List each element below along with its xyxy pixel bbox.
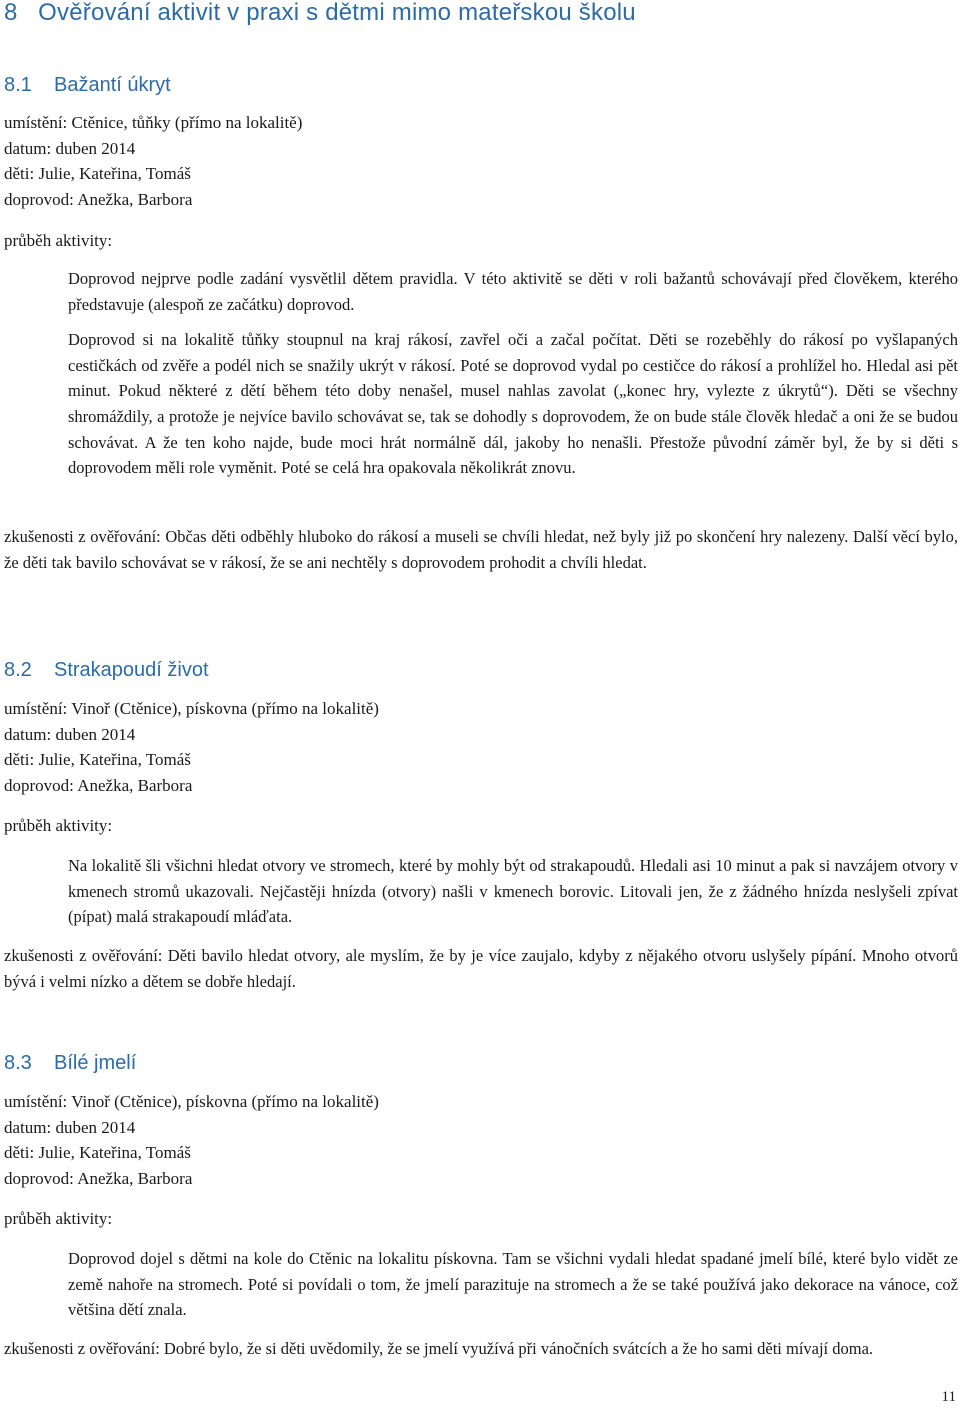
date-line: datum: duben 2014 [4,138,136,158]
activity-paragraph: Na lokalitě šli všichni hledat otvory ve stromech, které by mohly být od strakapoudů. Hledali asi 10 minut a pak si navzájem otvory v kmenech stromů ukazovali. Nejčastěji hnízda (otvory) našli v kmenech borovic. Litovali jen, že z žádného hnízda neslyšeli zpívat (pípat) malá strakapoudí mláďata. [68,856,958,927]
escort-line: doprovod: Anežka, Barbora [4,1168,193,1188]
chapter-heading [4,0,636,28]
section-meta [4,696,379,798]
location-line: umístění: Vinoř (Ctěnice), pískovna (přímo na lokalitě) [4,699,379,718]
activity-paragraph: Doprovod dojel s dětmi na kole do Ctěnic na lokalitu pískovna. Tam se všichni vydali hledat spadané jmelí bílé, které bylo vidět ze země nahoře na stromech. Poté si povídali o tom, že jmelí parazituje na stromech a že se také používá jako dekorace na vánoce, což většina dětí znala. [68,1249,958,1320]
children-line: děti: Julie, Kateřina, Tomáš [4,164,191,184]
progress-label: průběh aktivity: [4,816,113,835]
chapter-number: 8 [4,0,18,26]
escort-line: doprovod: Anežka, Barbora [4,189,193,209]
chapter-title: Ověřování aktivit v praxi s dětmi mimo mateřskou školu [38,0,636,26]
activity-description [68,266,958,491]
page-number: 11 [941,1389,956,1405]
section-title: Bílé jmelí [54,1052,137,1074]
date-line: datum: duben 2014 [4,724,136,744]
progress-label: průběh aktivity: [4,231,113,250]
section-number: 8.3 [4,1052,32,1074]
location-line: umístění: Vinoř (Ctěnice), pískovna (přímo na lokalitě) [4,1092,379,1111]
section-heading [4,72,171,98]
activity-paragraph: Doprovod nejprve podle zadání vysvětlil dětem pravidla. V této aktivitě se děti v roli bažantů schovávají před člověkem, kterého představuje (alespoň ze začátku) doprovod. [68,269,958,314]
date-line: datum: duben 2014 [4,1117,136,1137]
progress-label: průběh aktivity: [4,1209,113,1228]
section-title: Strakapoudí život [54,659,209,681]
section-heading [4,657,209,683]
section-number: 8.2 [4,659,32,681]
experience-text: zkušenosti z ověřování: Občas děti odběhly hluboko do rákosí a museli se chvíli hledat, než byly již po skončení hry nalezeny. Další věcí bylo, že děti tak bavilo schovávat se v rákosí, že se ani nechtěly s doprovodem prohodit a chvíli hledat. [4,527,958,572]
children-line: děti: Julie, Kateřina, Tomáš [4,1143,191,1163]
section-meta [4,110,302,212]
activity-description [68,853,958,940]
location-line: umístění: Ctěnice, tůňky (přímo na lokalitě) [4,113,303,132]
activity-paragraph: Doprovod si na lokalitě tůňky stoupnul na kraj rákosí, zavřel oči a začal počítat. Děti se rozeběhly do rákosí po vyšlapaných cestičkách od zvěře a podél nich se snažily ukrýt v rákosí. Poté se doprovod vydal po cestičce do rákosí a prohlížel ho. Hledal asi pět minut. Pokud některé z dětí během této doby nenašel, musel nahlas zavolat („konec hry, vylezte z úkrytů“). Děti se všechny shromáždily, a protože je nejvíce bavilo schovávat se, tak se dohodly s doprovodem, že on bude stále člověk hledač a oni že se budou schovávat. A že ten koho najde, bude moci hrát normálně dál, jakoby ho nenašli. Přestože původní záměr byl, že by si děti s doprovodem měli role vyměnit. Poté se celá hra opakovala několikrát znovu. [68,330,958,478]
experience-text: zkušenosti z ověřování: Děti bavilo hledat otvory, ale myslím, že by je více zaujalo, kdyby z nějakého otvoru uslyšely pípání. Mnoho otvorů bývá i velmi nízko a dětem se dobře hledají. [4,946,958,991]
escort-line: doprovod: Anežka, Barbora [4,775,193,795]
section-meta [4,1089,379,1191]
activity-description [68,1246,958,1333]
experience-text: zkušenosti z ověřování: Dobré bylo, že si děti uvědomily, že se jmelí využívá při vánočních svátcích a že ho sami děti mívají doma. [4,1339,874,1358]
section-number: 8.1 [4,74,32,96]
children-line: děti: Julie, Kateřina, Tomáš [4,750,191,770]
section-heading [4,1050,136,1076]
section-title: Bažantí úkryt [54,74,171,96]
